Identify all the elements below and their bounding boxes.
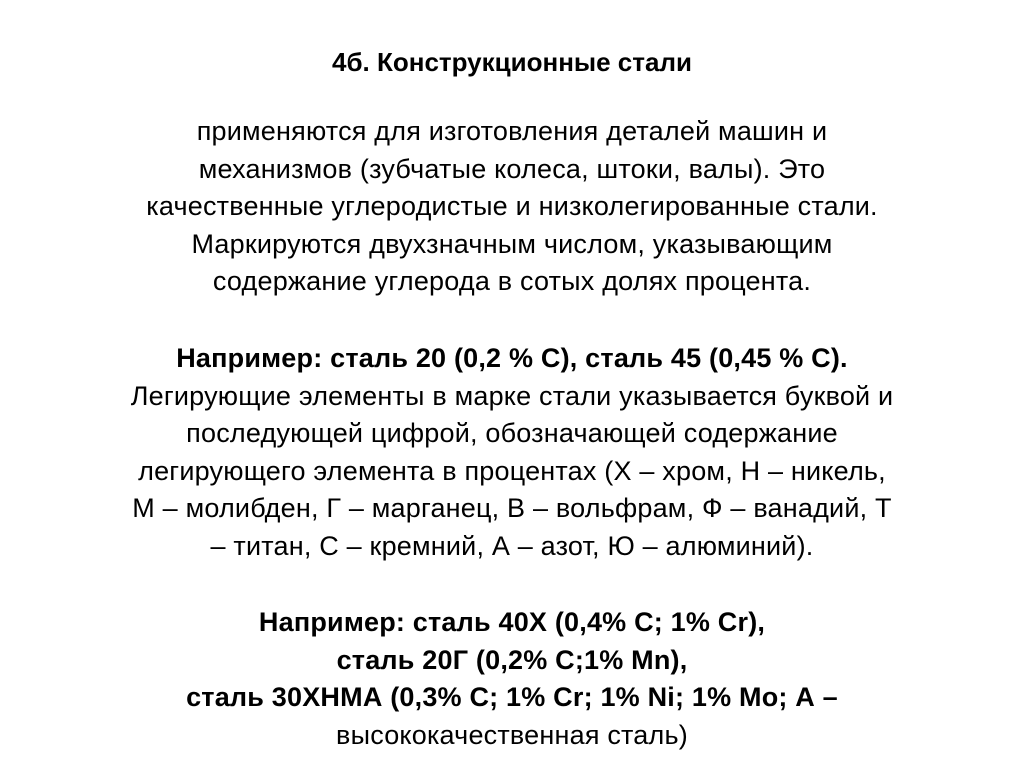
intro-paragraph	[40, 113, 984, 301]
alloying-line-5: – титан, С – кремний, А – азот, Ю – алюминий).	[210, 530, 814, 561]
alloy-examples-paragraph	[40, 604, 984, 754]
intro-line-4: Маркируются двухзначным числом, указывающим	[191, 228, 833, 259]
example-carbon-steel-line: Например: сталь 20 (0,2 % С), сталь 45 (0,45 % С).	[176, 343, 848, 373]
alloy-example-line-2: сталь 20Г (0,2% С;1% Mn),	[336, 644, 688, 675]
alloying-paragraph	[40, 340, 984, 565]
intro-line-2: механизмов (зубчатые колеса, штоки, валы). Это	[198, 153, 826, 184]
alloying-line-4: М – молибден, Г – марганец, В – вольфрам, Ф – ванадий, Т	[132, 493, 892, 523]
alloy-example-line-3: сталь 30ХНМА (0,3% С; 1% Cr; 1% Ni; 1% Mo; А –	[186, 682, 838, 712]
intro-line-5: содержание углерода в сотых долях процента.	[212, 266, 812, 296]
intro-line-3: качественные углеродистые и низколегированные стали.	[146, 191, 878, 221]
alloy-example-line-1: Например: сталь 40Х (0,4% С; 1% Cr),	[258, 607, 766, 637]
alloy-example-line-4: высококачественная сталь)	[336, 719, 688, 750]
slide-title: 4б. Конструкционные стали	[332, 47, 692, 77]
alloying-line-2: последующей цифрой, обозначающей содержание	[186, 418, 838, 448]
alloying-line-1: Легирующие элементы в марке стали указывается буквой и	[130, 380, 894, 411]
alloying-line-3: легирующего элемента в процентах (Х – хром, Н – никель,	[138, 455, 886, 486]
intro-line-1: применяются для изготовления деталей машин и	[196, 116, 828, 146]
